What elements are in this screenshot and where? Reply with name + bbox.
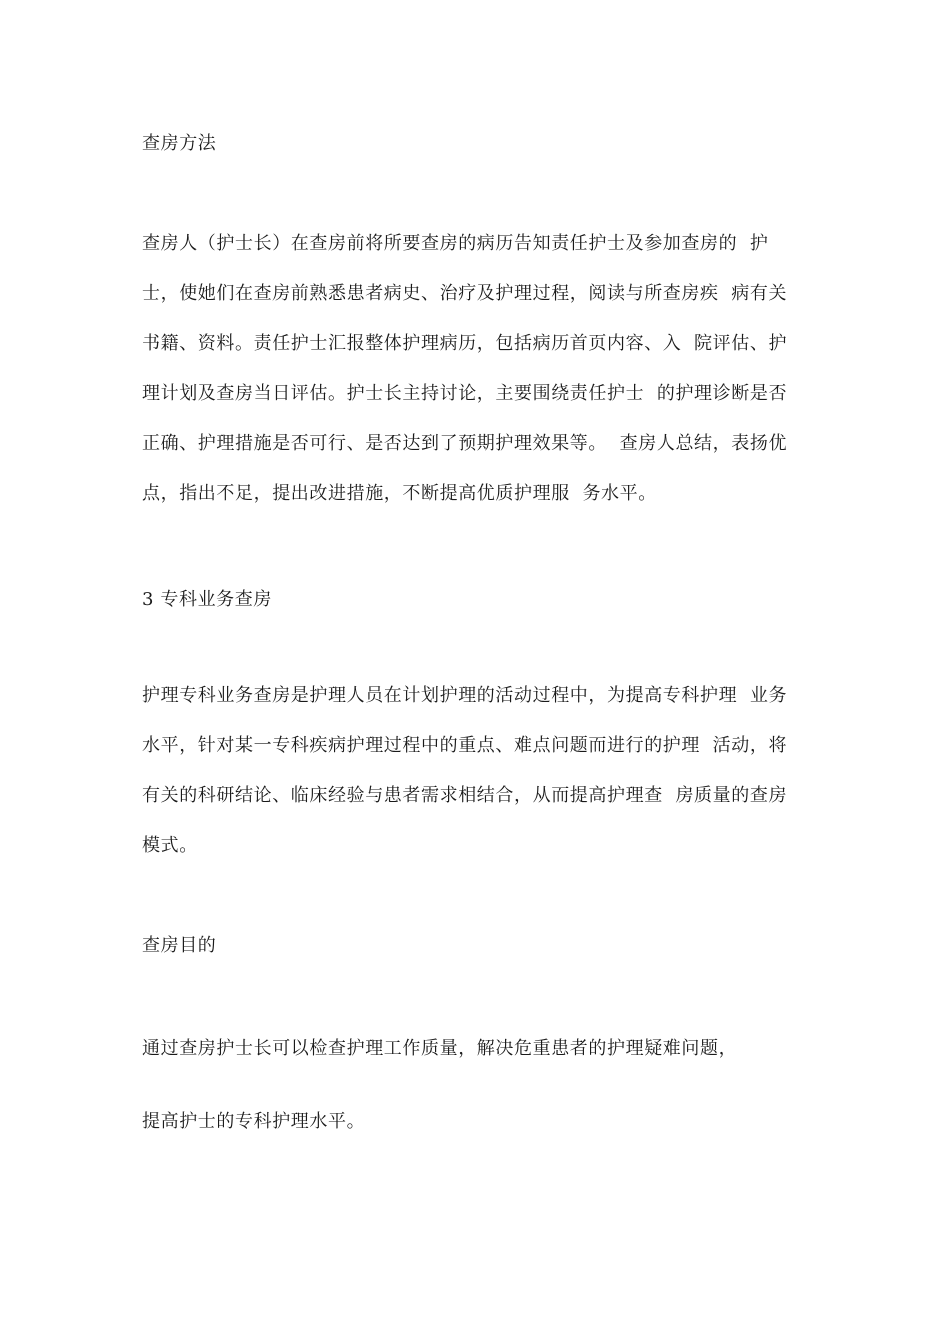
paragraph-line: 水平，针对某一专科疾病护理过程中的重点、难点问题而进行的护理 活动，将	[142, 735, 788, 756]
paragraph-line: 有关的科研结论、临床经验与患者需求相结合，从而提高护理查 房质量的查房	[142, 785, 788, 806]
paragraph-line: 护理专科业务查房是护理人员在计划护理的活动过程中，为提高专科护理 业务	[142, 685, 788, 706]
paragraph-line: 点，指出不足，提出改进措施，不断提高优质护理服 务水平。	[142, 483, 657, 504]
paragraph-line: 正确、护理措施是否可行、是否达到了预期护理效果等。 查房人总结，表扬优	[142, 433, 788, 454]
paragraph-line: 模式。	[142, 835, 198, 856]
paragraph-line: 书籍、资料。责任护士汇报整体护理病历，包括病历首页内容、入 院评估、护	[142, 333, 788, 354]
paragraph-line: 查房人（护士长）在查房前将所要查房的病历告知责任护士及参加查房的 护	[142, 233, 769, 254]
paragraph-line: 士，使她们在查房前熟悉患者病史、治疗及护理过程，阅读与所查房疾 病有关	[142, 283, 788, 304]
section-heading-purpose: 查房目的	[142, 935, 217, 956]
paragraph-line: 通过查房护士长可以检查护理工作质量，解决危重患者的护理疑难问题，	[142, 1038, 738, 1059]
section-heading-method: 查房方法	[142, 133, 217, 154]
paragraph-line: 提高护士的专科护理水平。	[142, 1111, 366, 1132]
paragraph-line: 理计划及查房当日评估。护士长主持讨论，主要围绕责任护士 的护理诊断是否	[142, 383, 788, 404]
section-heading-specialty-rounds: 3 专科业务查房	[142, 589, 272, 610]
